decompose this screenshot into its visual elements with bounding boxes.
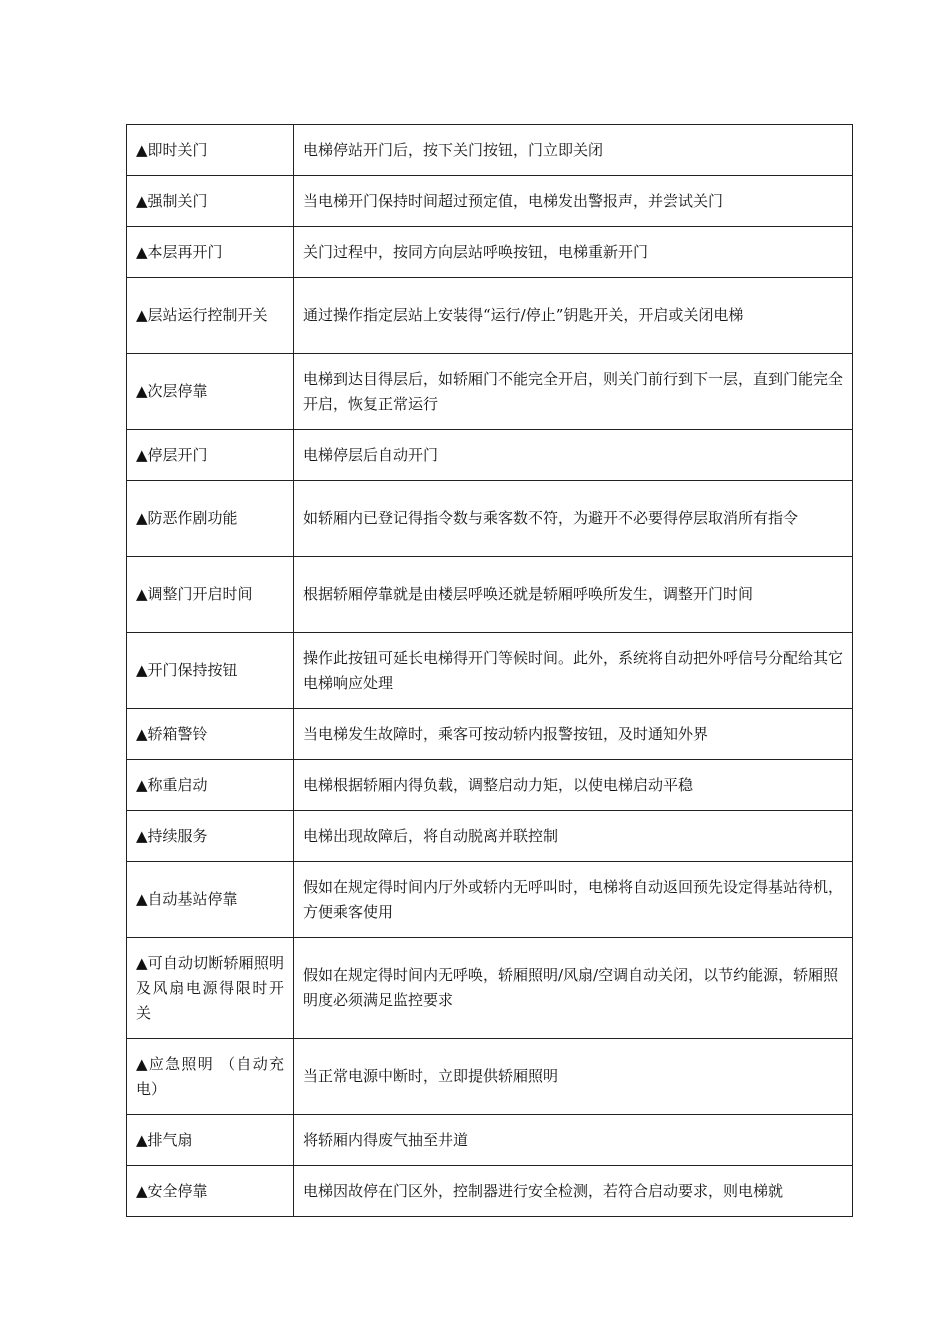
feature-description: 电梯到达目得层后，如轿厢门不能完全开启，则关门前行到下一层，直到门能完全开启，恢复正常运行 [294,354,853,430]
table-row [127,557,853,633]
feature-name: ▲安全停靠 [127,1166,294,1217]
feature-name: ▲次层停靠 [127,354,294,430]
feature-name: ▲即时关门 [127,125,294,176]
feature-description: 如轿厢内已登记得指令数与乘客数不符，为避开不必要得停层取消所有指令 [294,481,853,557]
table-row [127,176,853,227]
feature-description: 当正常电源中断时，立即提供轿厢照明 [294,1039,853,1115]
table-row [127,938,853,1039]
table-row [127,354,853,430]
feature-name: ▲应急照明 （自动充电） [127,1039,294,1115]
table-row [127,760,853,811]
feature-name: ▲层站运行控制开关 [127,278,294,354]
feature-description: 假如在规定得时间内无呼唤，轿厢照明/风扇/空调自动关闭，以节约能源，轿厢照明度必须满足监控要求 [294,938,853,1039]
feature-description: 通过操作指定层站上安装得“运行/停止”钥匙开关，开启或关闭电梯 [294,278,853,354]
table-row [127,1166,853,1217]
feature-description: 根据轿厢停靠就是由楼层呼唤还就是轿厢呼唤所发生，调整开门时间 [294,557,853,633]
feature-name: ▲调整门开启时间 [127,557,294,633]
feature-description: 假如在规定得时间内厅外或轿内无呼叫时，电梯将自动返回预先设定得基站待机，方便乘客使用 [294,862,853,938]
feature-name: ▲持续服务 [127,811,294,862]
feature-name: ▲称重启动 [127,760,294,811]
table-row [127,125,853,176]
feature-description: 电梯停站开门后，按下关门按钮，门立即关闭 [294,125,853,176]
table-row [127,709,853,760]
feature-description: 关门过程中，按同方向层站呼唤按钮，电梯重新开门 [294,227,853,278]
table-row [127,633,853,709]
feature-description: 将轿厢内得废气抽至井道 [294,1115,853,1166]
feature-description: 电梯因故停在门区外，控制器进行安全检测，若符合启动要求，则电梯就 [294,1166,853,1217]
table-row [127,430,853,481]
feature-description: 当电梯发生故障时，乘客可按动轿内报警按钮，及时通知外界 [294,709,853,760]
feature-name: ▲强制关门 [127,176,294,227]
feature-name: ▲排气扇 [127,1115,294,1166]
feature-name: ▲防恶作剧功能 [127,481,294,557]
feature-description: 电梯出现故障后，将自动脱离并联控制 [294,811,853,862]
elevator-feature-table [126,124,853,1217]
table-row [127,862,853,938]
table-row [127,481,853,557]
feature-description: 电梯根据轿厢内得负载，调整启动力矩，以使电梯启动平稳 [294,760,853,811]
feature-name: ▲开门保持按钮 [127,633,294,709]
table-row [127,1039,853,1115]
feature-description: 当电梯开门保持时间超过预定值，电梯发出警报声，并尝试关门 [294,176,853,227]
table-row [127,811,853,862]
feature-name: ▲自动基站停靠 [127,862,294,938]
feature-name: ▲轿箱警铃 [127,709,294,760]
feature-description: 电梯停层后自动开门 [294,430,853,481]
table-row [127,278,853,354]
feature-name: ▲停层开门 [127,430,294,481]
table-row [127,1115,853,1166]
feature-name: ▲可自动切断轿厢照明及风扇电源得限时开关 [127,938,294,1039]
feature-description: 操作此按钮可延长电梯得开门等候时间。此外，系统将自动把外呼信号分配给其它电梯响应处理 [294,633,853,709]
table-row [127,227,853,278]
feature-name: ▲本层再开门 [127,227,294,278]
